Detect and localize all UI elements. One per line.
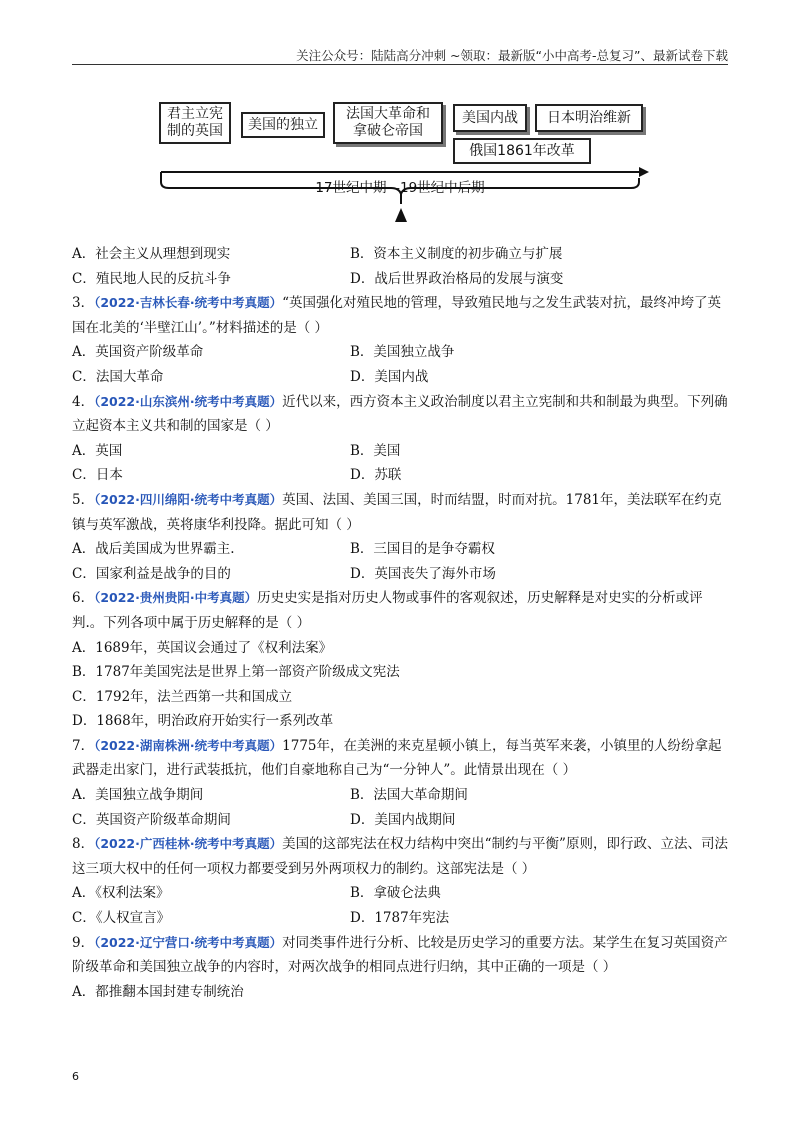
question-source: （2022·湖南株洲·统考中考真题） [94, 737, 283, 753]
diagram-box-french-revolution [333, 102, 443, 144]
answer-option: B．法国大革命期间 [350, 787, 468, 804]
question-text: 近代以来，西方资本主义政治制度以君主立宪制和共和制最为典型。下列确立起资本主义共和制的国家是（ ） [72, 393, 728, 435]
question-text: 1775年，在美洲的来克星顿小镇上，每当英军来袭，小镇里的人纷纷拿起武器走出家门，进行武装抵抗，他们自豪地称自己为“一分钟人”。此情景出现在（ ） [72, 737, 722, 779]
option-row [72, 562, 732, 587]
option-row [72, 365, 732, 390]
answer-option: A．《权利法案》 [72, 885, 170, 902]
question-source: （2022·广西桂林·统考中考真题） [94, 836, 283, 852]
question-text: 美国的这部宪法在权力结构中突出“制约与平衡”原则，即行政、立法、司法这三项大权中的任何一项权力都要受到另外两项权力的制约。这部宪法是（ ） [72, 836, 728, 877]
question-stem [72, 931, 732, 980]
answer-option: A．1689年，英国议会通过了《权利法案》 [72, 639, 333, 656]
diagram-box-england [159, 102, 231, 144]
option-row [72, 242, 732, 267]
diagram-box-us-civil-war [453, 104, 527, 132]
answer-option: D．美国内战 [350, 368, 429, 385]
question-number: 9． [72, 934, 95, 951]
question-number: 7． [72, 737, 95, 754]
page-header: 关注公众号：陆陆高分冲刺 ~领取：最新版“小中高考-总复习”、最新试卷下载 [296, 48, 728, 63]
answer-option: A．都推翻本国封建专制统治 [72, 983, 244, 1000]
diagram-box-label: 日本明治维新 [547, 109, 631, 126]
question-source: （2022·山东滨州·统考中考真题） [94, 393, 283, 409]
question-source: （2022·四川绵阳·统考中考真题） [94, 491, 283, 507]
question-stem [72, 390, 732, 439]
option-row [72, 783, 732, 808]
diagram-box-label: 美国的独立 [248, 116, 318, 133]
question-text: “英国强化对殖民地的管理，导致殖民地与之发生武装对抗，最终冲垮了英国在北美的‘半壁江山’。”材料描述的是（ ） [72, 295, 722, 336]
diagram-box-label: 美国内战 [462, 109, 518, 126]
diagram-box-us-independence [241, 112, 325, 138]
question-text: 英国、法国、美国三国，时而结盟，时而对抗。1781年，美法联军在约克镇与英军激战，英将康华利投降。据此可知（ ） [72, 491, 722, 533]
diagram-box-meiji [535, 104, 643, 132]
question-number: 5． [72, 491, 95, 508]
answer-option: D．战后世界政治格局的发展与演变 [350, 270, 564, 287]
option-row [72, 881, 732, 906]
diagram-box-label: 俄国1861年改革 [469, 142, 575, 159]
answer-option: B．资本主义制度的初步确立与扩展 [350, 246, 563, 262]
question-number: 6． [72, 590, 95, 607]
question-content [72, 242, 732, 1004]
diagram-box-russia-1861 [453, 138, 591, 164]
question-number: 4． [72, 393, 95, 410]
answer-option: A．英国资产阶级革命 [72, 344, 204, 361]
answer-option: D．美国内战期间 [350, 811, 456, 828]
option-row [72, 439, 732, 464]
answer-option: D．英国丧失了海外市场 [350, 565, 496, 582]
page-number: 6 [72, 1070, 79, 1083]
question-number: 8． [72, 836, 95, 853]
answer-option: A．英国 [72, 442, 123, 459]
answer-option: D．苏联 [350, 467, 402, 484]
answer-option: A．战后美国成为世界霸主. [72, 541, 235, 558]
answer-option: B．1787年美国宪法是世界上第一部资产阶级成文宪法 [72, 664, 400, 681]
answer-option: C．1792年，法兰西第一共和国成立 [72, 688, 293, 705]
header-divider [72, 64, 728, 65]
option-row [72, 537, 732, 562]
answer-option: C．日本 [72, 467, 123, 484]
option-row [72, 808, 732, 833]
answer-option: A．美国独立战争期间 [72, 787, 204, 804]
question-stem [72, 488, 732, 537]
answer-option: B．三国目的是争夺霸权 [350, 541, 495, 558]
answer-option: C．法国大革命 [72, 368, 164, 385]
question-number: 3． [72, 295, 95, 312]
answer-option: D．1787年宪法 [350, 910, 450, 927]
question-source: （2022·辽宁营口·统考中考真题） [94, 934, 283, 950]
timeline-label: 17世纪中期—19世纪中后期 [315, 180, 485, 196]
answer-option: C．英国资产阶级革命期间 [72, 811, 231, 828]
answer-option: A．社会主义从理想到现实 [72, 246, 231, 262]
option-row [72, 906, 732, 931]
answer-option: B．美国 [350, 442, 401, 459]
answer-option: C．殖民地人民的反抗斗争 [72, 270, 231, 287]
pointer-triangle [395, 208, 407, 222]
answer-option: B．拿破仑法典 [350, 885, 441, 902]
answer-option: C．国家利益是战争的目的 [72, 565, 231, 582]
diagram-box-label: 君主立宪 制的英国 [167, 106, 223, 139]
answer-option: C．《人权宣言》 [72, 910, 171, 927]
question-stem [72, 586, 732, 635]
answer-option: D．1868年，明治政府开始实行一系列改革 [72, 713, 334, 730]
question-source: （2022·贵州贵阳·中考真题） [94, 590, 258, 606]
question-source: （2022·吉林长春·统考中考真题） [94, 295, 283, 311]
answer-option: B．美国独立战争 [350, 344, 455, 361]
option-row [72, 463, 732, 488]
diagram-box-label: 法国大革命和 拿破仑帝国 [346, 106, 430, 139]
question-stem [72, 291, 732, 340]
question-text: 对同类事件进行分析、比较是历史学习的重要方法。某学生在复习英国资产阶级革命和美国独立战争的内容时，对两次战争的相同点进行归纳，其中正确的一项是（ ） [72, 934, 728, 976]
option-row [72, 340, 732, 365]
timeline-diagram [155, 98, 655, 226]
question-stem [72, 832, 732, 881]
question-stem [72, 734, 732, 783]
question-text: 历史史实是指对历史人物或事件的客观叙述，历史解释是对史实的分析或评判.。下列各项中属于历史解释的是（ ） [72, 590, 703, 631]
option-row [72, 267, 732, 292]
